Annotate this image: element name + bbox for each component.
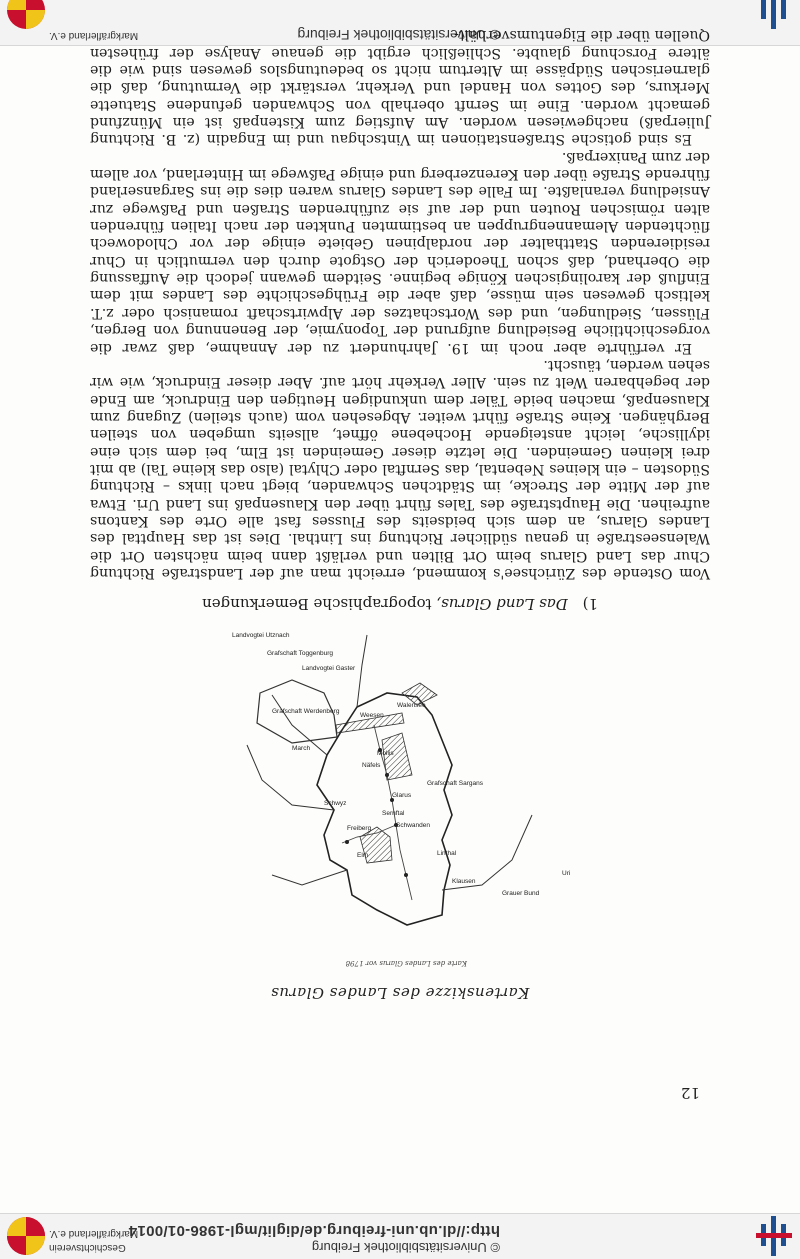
section-heading — [90, 595, 710, 613]
body-text — [90, 26, 710, 581]
section-title-rest: topographische Bemerkungen — [202, 595, 432, 613]
page-number: 12 — [680, 1084, 700, 1102]
section-title-italic: Das Land Glarus, — [436, 595, 568, 613]
map-label-sernftal: Sernftal — [382, 810, 405, 817]
footer-copyright: © Universitätsbibliothek Freiburg — [297, 27, 500, 43]
map-label-naefels: Näfels — [362, 762, 381, 769]
ub-logo-icon[interactable] — [756, 0, 792, 29]
map-label-schwanden: Schwanden — [396, 822, 430, 829]
section-number: 1) — [582, 595, 598, 613]
map-label-grauer-bund: Grauer Bund — [502, 890, 540, 897]
boundary-line — [357, 635, 367, 707]
map-title: Karte des Landes Glarus vor 1798 — [345, 959, 467, 967]
map-label-march: March — [292, 745, 311, 752]
map-label-freiberg: Freiberg — [347, 825, 372, 832]
map-label-klausen: Klausen — [452, 878, 476, 885]
map-label-elm: Elm — [357, 852, 369, 859]
map-label-werdenberg: Grafschaft Werdenberg — [272, 708, 340, 715]
boundary-line — [272, 870, 347, 885]
map-label-walensee: Walensee — [397, 702, 426, 709]
map-label-mollis: Mollis — [377, 750, 394, 757]
paragraph: Es sind gotische Straßenstationen im Vintschgau und im Engadin (z. B. Richtung Julierpaß) nachgewiesen worden. Am Aufstieg zum Kistenpaß ist ein Münzfund gemacht worden. Eine im Sernft oberhalb von Schwanden gefundene Statuette Merkurs, des Gottes von Handel und Verkehr, verstärkt die Vermutung, daß die glarnerischen Südpässe im Altertum nicht so bedeutungslos gewesen sind wie die ältere Forschung glaubte. Schließlich ergibt die genaue Analyse der frühesten Quellen über die Eigentumsverhält- — [90, 27, 710, 148]
footer-society-name: Markgräflerland e.V. — [49, 30, 139, 41]
footer-crest-icon[interactable] — [7, 0, 45, 29]
map-drawing — [192, 625, 592, 955]
boundary-line — [247, 745, 334, 810]
map-label-toggenburg: Grafschaft Toggenburg — [267, 650, 334, 657]
map-label-weesen: Weesen — [360, 712, 384, 719]
paragraph: Vom Ostende des Zürichsee's kommend, erreicht man auf der Landstraße Richtung Chur das Land Glarus beim Ort Bilten und verläßt dann beim nächsten Ort die Walenseestraße in genau südlicher Richtung ins Linthal. Dies ist das Haupttal des Landes Glarus, an dem sich beidseits des Flusses fast alle Orte des Kantons aufreihen. Die Hauptstraße des Tales führt über den Klausenpaß ins Land Uri. Etwa auf der Mitte der Strecke, im Städtchen Schwanden, biegt nach links – Richtung Südosten – ein kleines Nebental, das Sernftal oder Chlytal (also das kleine Tal) ab mit drei kleinen Gemeinden. Die letzte dieser Gemeinden ist Elm, bei dem sich eine idyllische, leicht ansteigende Hochebene öffnet, allseits umgeben von steilen Berghängen. Keine Straße führt weiter. Abgesehen vom (auch steilen) Zugang zum Klausenpaß, machen beide Täler dem unkundigen Heutigen den Eindruck, am Ende der begehbaren Welt zu sein. Aller Verkehr hört auf. Aber dieser Eindruck, wie wir sehen werden, täuscht. — [90, 356, 710, 581]
map-sketch — [192, 627, 592, 967]
ub-logo-icon[interactable] — [756, 1216, 792, 1256]
map-label-uri: Uri — [562, 870, 571, 877]
map-label-utznach: Landvogtei Utznach — [232, 632, 290, 639]
map-label-linthal: Linthal — [437, 850, 457, 857]
viewer-header-bar — [0, 1213, 800, 1259]
paragraph: Er verführte aber noch im 19. Jahrhundert zu der Annahme, daß zwar die vorgeschichtliche Besiedlung aufgrund der Toponymie, der Benennung von Bergen, Flüssen, Siedlungen, und des Wortschatzes der Alpwirtschaft romanisch oder z.T. keltisch gewesen sein müsse, daß aber die Frühgeschichte des Landes mit dem Einfluß der karolingischen Könige beginne. Seitdem gewann jedoch die Auffassung die Oberhand, daß schon Theoderich der Ostgote durch den vermutlich in Chur residierenden Statthalter der nordalpinen Gebiete einige der vor Chlodowech flüchtenden Alemannengruppen an bestimmten Punkten der nach Italien führenden alten römischen Routen und der auf sie zuführenden Straßen und Paßwege zur Ansiedlung veranlaßte. Im Falle des Landes Glarus waren dies die ins Sarganserland führende Straße über den Kerenzerberg und einige Paßwege im Hinterland, vor allem der zum Panixerpaß. — [90, 148, 710, 356]
viewer-copyright: © Universitätsbibliothek Freiburg — [311, 1240, 500, 1255]
document-url-link[interactable]: http://dl.ub.uni-freiburg.de/diglit/mgl-1986-01/0014 — [128, 1222, 500, 1239]
society-crest-icon[interactable] — [7, 1217, 45, 1255]
society-name-line2: Markgräflerland e.V. — [49, 1228, 139, 1239]
society-name-line1: Geschichtsverein — [49, 1242, 126, 1253]
map-label-schwyz: Schwyz — [324, 800, 347, 807]
map-label-sargans: Grafschaft Sargans — [427, 780, 483, 787]
map-label-glarus: Glarus — [392, 792, 412, 799]
map-caption: Kartenskizze des Landes Glarus — [270, 984, 530, 1002]
map-label-gaster: Landvogtei Gaster — [302, 665, 356, 672]
